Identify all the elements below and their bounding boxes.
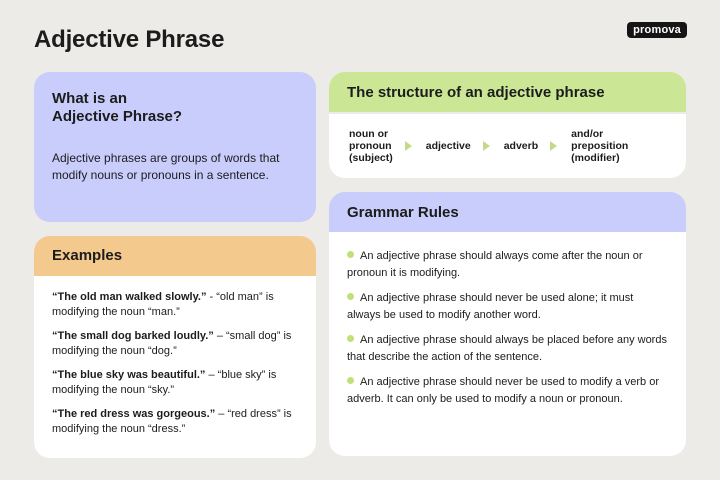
rule-item — [347, 374, 668, 408]
rule-item — [347, 248, 668, 282]
what-is-heading — [52, 90, 298, 126]
structure-step-subject: noun or pronoun (subject) — [349, 128, 393, 164]
rule-item — [347, 290, 668, 324]
structure-step-adjective: adjective — [425, 140, 471, 152]
what-is-body: Adjective phrases are groups of words that modify nouns or pronouns in a sentence. — [52, 151, 280, 182]
example-item — [52, 407, 298, 437]
structure-header — [329, 72, 686, 112]
structure-step-adverb: adverb — [503, 140, 539, 152]
bullet-dot-icon — [347, 293, 354, 300]
bullet-dot-icon — [347, 377, 354, 384]
examples-body — [34, 276, 316, 458]
example-quote: “The old man walked slowly.” — [52, 291, 207, 303]
rule-text: An adjective phrase should never be used alone; it must always be used to modify another word. — [347, 292, 634, 321]
what-is-card — [34, 72, 316, 222]
arrow-right-icon — [483, 141, 490, 151]
example-quote: “The red dress was gorgeous.” — [52, 408, 216, 420]
example-explanation: – “red dress” is modifying the noun “dress.” — [52, 408, 292, 435]
rule-text: An adjective phrase should always come after the noun or pronoun it is modifying. — [347, 250, 643, 279]
rule-item — [347, 332, 668, 366]
arrow-right-icon — [405, 141, 412, 151]
rules-header — [329, 192, 686, 232]
example-item — [52, 290, 298, 320]
examples-heading: Examples — [52, 247, 123, 264]
example-explanation: – “blue sky” is modifying the noun “sky.” — [52, 369, 277, 396]
structure-step-modifier: and/or preposition (modifier) — [571, 128, 629, 164]
rules-heading: Grammar Rules — [347, 204, 459, 221]
page-title: Adjective Phrase — [34, 26, 225, 53]
rule-text: An adjective phrase should always be placed before any words that describe the action of the sentence. — [347, 334, 667, 363]
rule-text: An adjective phrase should never be used to modify a verb or adverb. It can only be used to modify a noun or pronoun. — [347, 376, 660, 405]
example-quote: “The blue sky was beautiful.” — [52, 369, 206, 381]
bullet-dot-icon — [347, 335, 354, 342]
rules-body — [329, 232, 686, 456]
example-quote: “The small dog barked loudly.” — [52, 330, 214, 342]
example-explanation: - “old man” is modifying the noun “man.” — [52, 291, 274, 318]
examples-header — [34, 236, 316, 276]
example-item — [52, 329, 298, 359]
promova-logo: promova — [627, 22, 687, 38]
bullet-dot-icon — [347, 251, 354, 258]
what-is-heading-line2: Adjective Phrase? — [52, 108, 183, 125]
structure-heading: The structure of an adjective phrase — [347, 84, 605, 101]
structure-body — [329, 114, 686, 178]
example-item — [52, 368, 298, 398]
arrow-right-icon — [550, 141, 557, 151]
example-explanation: – “small dog” is modifying the noun “dog.” — [52, 330, 292, 357]
what-is-heading-line1: What is an — [52, 90, 128, 107]
